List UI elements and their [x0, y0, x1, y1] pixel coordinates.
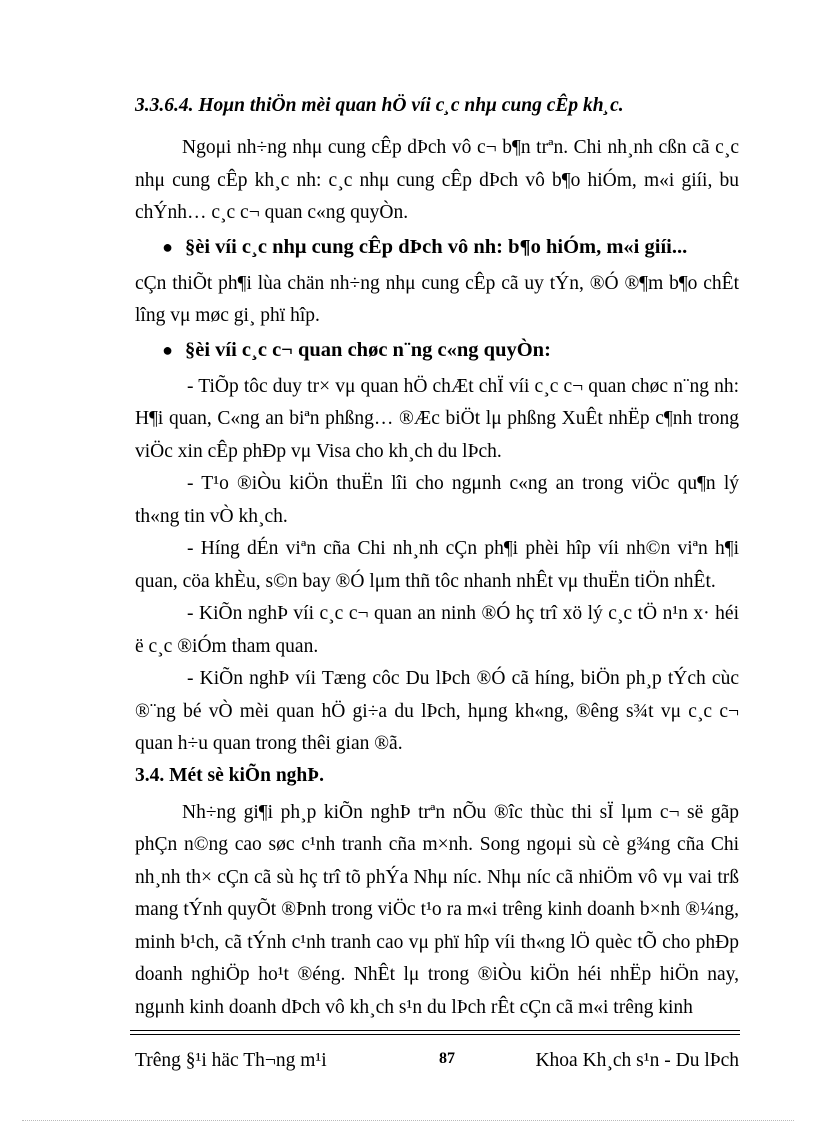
text-line: c¸c ®iÓm tham quan.	[148, 635, 319, 657]
footer-divider	[130, 1030, 740, 1035]
text-line: minh b¹ch, cã tÝnh c¹nh tranh cao vμ phï hîp víi th«ng lÖ quèc tÕ cho phÐp	[135, 931, 739, 953]
text-line: nh¸nh th× cÇn cã sù hç trî tõ phÝa Nhμ níc. Nhμ níc cã nhiÖm vô vμ vai trß	[135, 866, 739, 888]
text-line: nh: H¶i quan, C«ng an biªn phßng… ®Æc biÖt lμ phßng XuÊt nhËp c¶nh	[135, 375, 739, 429]
text-line: trong viÖc xin cÊp phÐp vμ Visa cho kh¸ch du lÞch.	[135, 408, 739, 462]
text-line: ®¨ng bé vÒ mèi quan hÖ gi÷a du lÞch, hμng kh«ng, ®êng s¾t vμ c¸c c¬	[135, 700, 739, 722]
text-line: phÇn n©ng cao søc c¹nh tranh cña m×nh. Song ngoμi sù cè g¾ng cña Chi	[135, 834, 739, 855]
page-number: 87	[439, 1050, 455, 1067]
dash-item	[135, 468, 739, 533]
dash-item	[135, 533, 739, 598]
text-line: quan, cöa khÈu, s©n bay ®Ó lμm thñ tôc nhanh nhÊt vμ thuËn tiÖn nhÊt.	[135, 570, 716, 592]
dash-item	[135, 663, 739, 761]
text-line: cÇn thiÕt ph¶i lùa chän nh÷ng nhμ cung cÊp cã uy tÝn, ®Ó ®¶m b¶o chÊt	[135, 272, 739, 294]
paragraph-intro	[135, 132, 739, 230]
sub-heading: 3.4. Mét sè kiÕn nghÞ.	[135, 764, 325, 786]
text-line: - T¹o ®iÒu kiÖn thuËn lîi cho ngμnh c«ng an trong viÖc qu¶n lý	[187, 473, 739, 494]
bullet-icon: ●	[162, 339, 173, 360]
section-heading: 3.3.6.4. Hoμn thiÖn mèi quan hÖ víi c¸c nhμ cung cÊp kh¸c.	[135, 95, 624, 116]
text-line: - KiÕn nghÞ víi Tæng côc Du lÞch ®Ó cã híng, biÖn ph¸p tÝch cùc	[187, 668, 739, 689]
text-line: - TiÕp tôc duy tr× vμ quan hÖ chÆt chÏ víi c¸c c¬ quan chøc n¨ng	[187, 375, 709, 397]
text-line: quan h÷u quan trong thêi gian ®ã.	[135, 733, 403, 754]
text-line: th«ng tin vÒ kh¸ch.	[135, 505, 288, 527]
page-footer	[135, 1050, 739, 1078]
bullet-text: §èi víi c¸c nhμ cung cÊp dÞch vô nh: b¶o hiÓm, m«i giíi...	[185, 235, 688, 258]
bullet-item	[135, 333, 739, 367]
text-line: chÝnh… c¸c c¬ quan c«ng quyÒn.	[135, 202, 409, 223]
text-line: - KiÕn nghÞ víi c¸c c¬ quan an ninh ®Ó hç trî xö lý c¸c tÖ n¹n x· héi ë	[135, 603, 739, 657]
bullet-icon: ●	[162, 236, 173, 257]
text-line: mang tÝnh quyÕt ®Þnh trong viÖc t¹o ra m«i trêng kinh doanh b×nh ®¼ng,	[135, 899, 739, 920]
dash-item	[135, 371, 739, 469]
page-content	[135, 92, 739, 1024]
text-line: - Híng dÉn viªn cña Chi nh¸nh cÇn ph¶i phèi hîp víi nh©n viªn h¶i	[187, 538, 739, 559]
text-line: nhμ cung cÊp kh¸c nh: c¸c nhμ cung cÊp dÞch vô b¶o hiÓm, m«i giíi, bu	[135, 169, 739, 191]
bullet-item	[135, 230, 739, 264]
dash-item	[135, 598, 739, 663]
paragraph-final	[135, 797, 739, 1025]
text-line: lîng vμ møc gi¸ phï hîp.	[135, 305, 320, 326]
paragraph-bullet1	[135, 268, 739, 333]
text-line: ngμnh kinh doanh dÞch vô kh¸ch s¹n du lÞch rÊt cÇn cã m«i trêng kinh	[135, 996, 693, 1018]
footer-school: Trêng §¹i häc Th¬ng m¹i	[135, 1050, 327, 1071]
text-line: Nh÷ng gi¶i ph¸p kiÕn nghÞ trªn nÕu ®îc thùc thi sÏ lμm c¬ së gãp	[182, 801, 739, 823]
bullet-text: §èi víi c¸c c¬ quan chøc n¨ng c«ng quyÒn:	[185, 338, 551, 361]
text-line: doanh nghiÖp ho¹t ®éng. NhÊt lμ trong ®iÒu kiÖn héi nhËp hiÖn nay,	[135, 964, 739, 985]
page-bottom-border	[22, 1120, 794, 1121]
text-line: Ngoμi nh÷ng nhμ cung cÊp dÞch vô c¬ b¶n trªn. Chi nh¸nh cßn cã c¸c	[182, 137, 739, 158]
footer-faculty: Khoa Kh¸ch s¹n - Du lÞch	[535, 1050, 739, 1071]
